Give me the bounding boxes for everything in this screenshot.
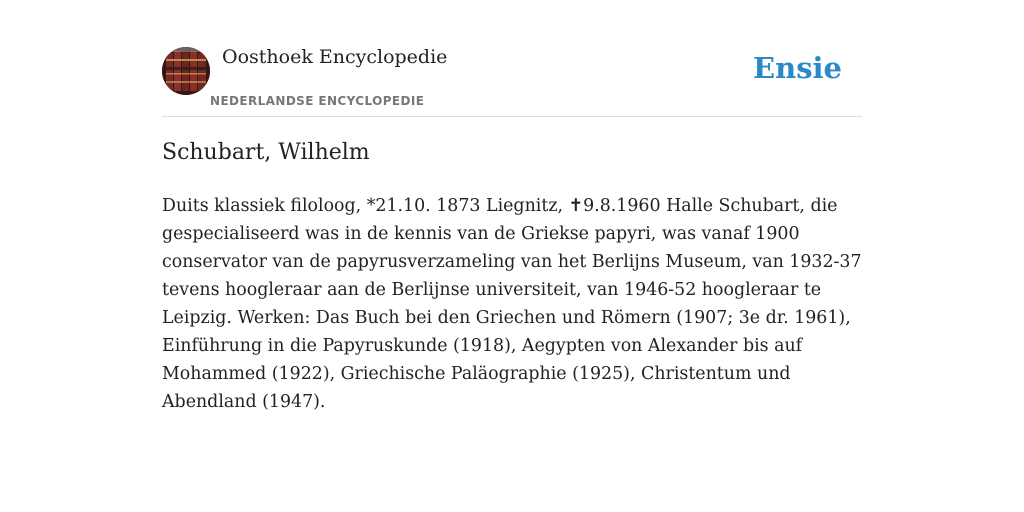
- source-subtitle: NEDERLANDSE ENCYCLOPEDIE: [210, 94, 425, 108]
- source-title[interactable]: Oosthoek Encyclopedie: [222, 46, 448, 68]
- source-header: [162, 46, 862, 117]
- entry-body: Duits klassiek filoloog, *21.10. 1873 Liegnitz, ✝9.8.1960 Halle Schubart, die gespecialiseerd was in de kennis van de Griekse papyri, was vanaf 1900 conservator van de papyrusverzameling van het Berlijns Museum, van 1932-37 tevens hoogleraar aan de Berlijnse universiteit, van 1946-52 hoogleraar te Leipzig. Werken: Das Buch bei den Griechen und Römern (1907; 3e dr. 1961), Einführung in die Papyruskunde (1918), Aegypten von Alexander bis auf Mohammed (1922), Griechische Paläographie (1925), Christentum und Abendland (1947).: [162, 196, 862, 412]
- encyclopedia-books-icon[interactable]: [162, 47, 210, 95]
- brand-logo[interactable]: Ensie: [753, 51, 842, 85]
- entry-title: Schubart, Wilhelm: [162, 140, 370, 165]
- page-container: [162, 46, 862, 412]
